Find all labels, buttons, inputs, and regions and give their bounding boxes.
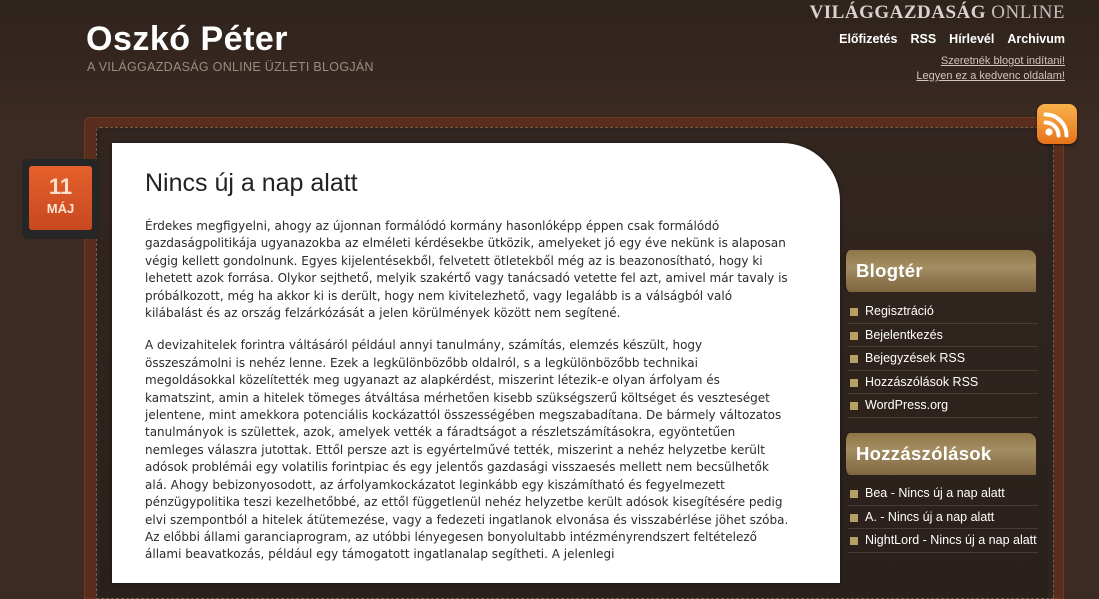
site-tagline: A VILÁGGAZDASÁG ONLINE ÜZLETI BLOGJÁN xyxy=(87,60,374,74)
date-tile xyxy=(29,166,92,230)
list-item xyxy=(848,529,1038,553)
nav-rss[interactable]: RSS xyxy=(910,32,937,46)
comment-link-bea[interactable]: Bea - Nincs új a nap alatt xyxy=(865,486,1005,500)
date-day: 11 xyxy=(48,174,73,199)
nav-elofizetes[interactable]: Előfizetés xyxy=(839,32,898,46)
comments-list xyxy=(848,482,1038,553)
bullet-icon xyxy=(850,402,858,410)
link-bejelentkezes[interactable]: Bejelentkezés xyxy=(865,327,943,342)
list-item xyxy=(848,482,1038,506)
bullet-icon xyxy=(850,490,858,498)
bullet-icon xyxy=(850,332,858,340)
bullet-icon xyxy=(850,308,858,316)
logo-bold-text: VILÁGGAZDASÁG xyxy=(809,2,987,23)
blogter-list xyxy=(848,300,1038,418)
widget-title-blogter: Blogtér xyxy=(842,250,1036,292)
post-title[interactable]: Nincs új a nap alatt xyxy=(145,169,358,197)
list-item xyxy=(848,371,1038,395)
date-month: MÁJ xyxy=(46,201,75,216)
vilaggazdasag-logo[interactable] xyxy=(810,2,1065,24)
logo-light-text: ONLINE xyxy=(991,2,1065,23)
bullet-icon xyxy=(850,379,858,387)
comment-link-a[interactable]: A. - Nincs új a nap alatt xyxy=(865,509,995,524)
header-links xyxy=(916,54,1065,84)
rss-icon[interactable] xyxy=(1037,104,1077,144)
bullet-icon xyxy=(850,355,858,363)
link-hozzaszolasok-rss[interactable]: Hozzászólások RSS xyxy=(865,374,979,389)
post-paragraph-1: Érdekes megfigyelni, ahogy az újonnan formálódó kormány hasonlóképp éppen csak formálódó gazdaságpolitikája ugyanazokba az elméleti kérdésekbe ütközik, amelyeket jó egy éve nekünk is alaposan végig kellett gondolnunk. Egyes kijelentésekből, felvetett ötletekből még az is beazonosítható, hogy ki lehetett azok forrása. Olykor sejthető, melyik szakértő vagy tanácsadó vetette fel azt, amivel már tavaly is próbálkozott, még ha akkor ki is derült, hogy nem kivitelezhető, vagy legalább is a válságból való kilábalást és az ország felzárkózását a jelen körülmények között nem segítené. xyxy=(145,219,788,321)
list-item xyxy=(848,394,1038,418)
bullet-icon xyxy=(850,537,858,545)
post-paragraph-2: A devizahitelek forintra váltásáról például annyi tanulmány, számítás, elemzés készült, hogy összeszámolni is nehéz lenne. Ezek a legkülönbözőbb oldalról, s a legkülönbözőbb technikai megoldásokkal közelítették meg ugyanazt az alapkérdést, miszerint létezik-e olyan árfolyam és kamatszint, amin a hitelek tömeges átváltása mérhetően kisebb szükségszerű költséget és veszteséget jelentene, mint amekkora potenciális kockázattól összességében megszabadítana. De bármely változatos tanulmányok is születtek, azok, amelyek vették a fáradtságot a részletszámításokra, egyöntetűen nemleges válaszra jutottak. Ettől persze azt is egyértelművé tették, miszerint a nehéz helyzetbe került adósok problémái egy volatilis forintpiac és egy jelentős gazdasági visszaesés mellett nem becsülhetők alá. Ahogy bebizonyosodott, az árfolyamkockázatot leginkább egy kiszámítható és fegyelmezett pénzügypolitika teszi kezelhetőbbé, az ettől függetlenül nehéz helyzetbe került adósok kisegítésére pedig elvi szempontból a hitelek átütemezése, vagy a fedezeti ingatlanok elvonása és visszabérlése jöhet szóba. Az előbbi állami garanciaprogram, az utóbbi lényegesen bonyolultabb intézményrendszert feltételező állami beavatkozás, például egy támogatott ingatlanalap segítheti. A jelenlegi xyxy=(145,338,789,562)
post-date-badge xyxy=(22,159,98,239)
list-item xyxy=(848,324,1038,348)
post-content xyxy=(112,143,840,583)
nav-hirlevel[interactable]: Hírlevél xyxy=(949,32,995,46)
site-title[interactable]: Oszkó Péter xyxy=(86,20,289,58)
list-item xyxy=(848,300,1038,324)
widget-title-hozzaszolasok: Hozzászólások xyxy=(842,433,1036,475)
start-blog-link[interactable]: Szeretnék blogot indítani! xyxy=(940,55,1065,67)
top-navigation xyxy=(839,32,1065,46)
post-body xyxy=(145,218,791,579)
bullet-icon xyxy=(850,514,858,522)
rss-glyph-icon xyxy=(1037,104,1077,144)
link-bejegyzesek-rss[interactable]: Bejegyzések RSS xyxy=(865,351,966,365)
nav-archivum[interactable]: Archivum xyxy=(1007,32,1065,46)
link-wordpress[interactable]: WordPress.org xyxy=(865,398,949,412)
list-item xyxy=(848,506,1038,530)
link-regisztracio[interactable]: Regisztráció xyxy=(865,304,934,318)
comment-link-nightlord[interactable]: NightLord - Nincs új a nap alatt xyxy=(865,533,1037,547)
favorite-link[interactable]: Legyen ez a kedvenc oldalam! xyxy=(916,70,1065,82)
list-item xyxy=(848,347,1038,371)
